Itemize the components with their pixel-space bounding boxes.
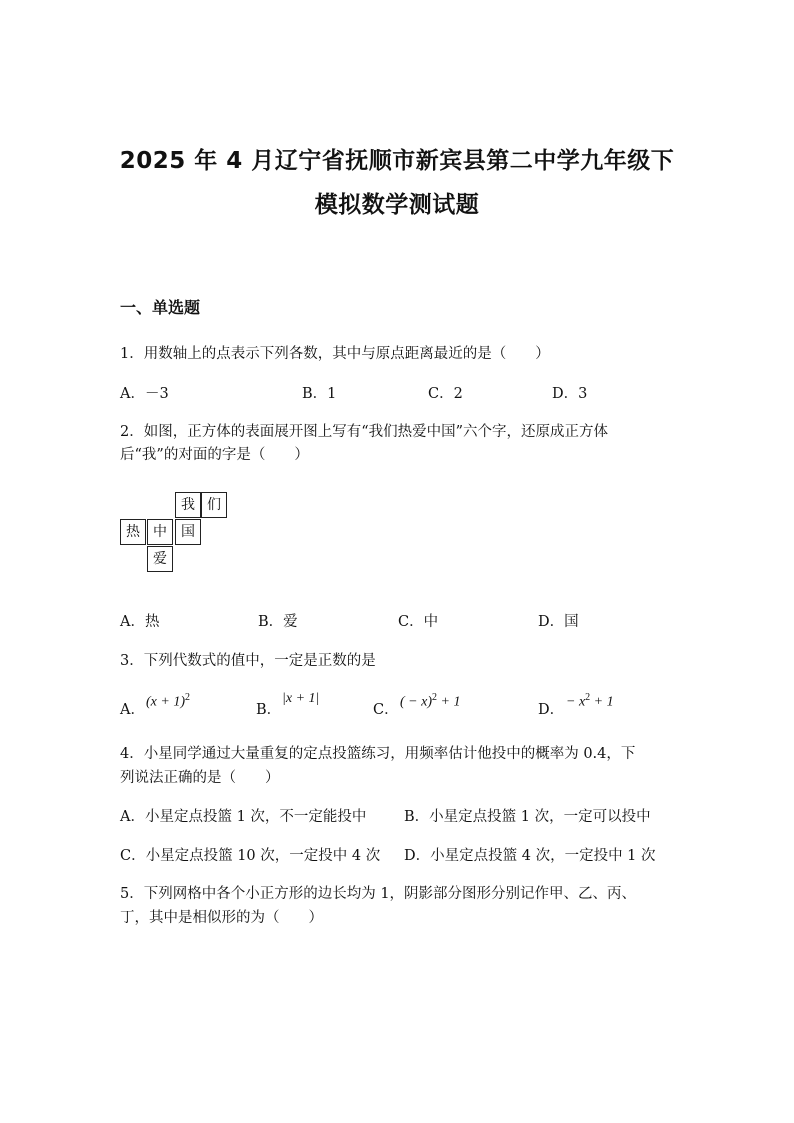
q2-option-b: B．爱 — [258, 614, 298, 630]
q3-option-d-expr — [566, 692, 614, 711]
section-heading: 一、单选题 — [120, 298, 201, 317]
question-2-line-1: 2．如图，正方体的表面展开图上写有“我们热爱中国”六个字，还原成正方体 — [120, 424, 609, 440]
q3-c-tail: + 1 — [437, 694, 461, 710]
net-cell-ai: 爱 — [147, 546, 173, 572]
net-cell-guo: 国 — [175, 519, 201, 545]
net-cell-zhong: 中 — [147, 519, 173, 545]
q3-option-b-expr: |x + 1| — [282, 691, 320, 706]
q3-option-a-label: A． — [120, 702, 145, 718]
q2-option-a: A．热 — [120, 614, 160, 630]
q3-d-base: − x — [566, 694, 586, 710]
net-cell-wo: 我 — [175, 492, 201, 518]
q4-option-c: C．小星定点投篮 10 次，一定投中 4 次 — [120, 848, 381, 864]
q4-option-d: D．小星定点投篮 4 次，一定投中 1 次 — [404, 848, 656, 864]
q3-a-exponent: 2 — [185, 692, 190, 703]
page-title-line-2: 模拟数学测试题 — [314, 192, 480, 218]
q2-option-d: D．国 — [538, 614, 579, 630]
q3-c-base: ( − x) — [400, 694, 432, 710]
net-cell-men: 们 — [201, 492, 227, 518]
cube-net-figure — [120, 492, 230, 574]
q3-option-c-label: C． — [373, 702, 399, 718]
question-3-text: 3．下列代数式的值中，一定是正数的是 — [120, 653, 376, 669]
q3-option-a-expr — [146, 692, 190, 711]
question-2-line-2: 后“我”的对面的字是（ ） — [120, 447, 309, 463]
q1-option-c: C．2 — [428, 386, 463, 402]
q3-d-tail: + 1 — [590, 694, 614, 710]
q3-option-c-expr — [400, 692, 460, 711]
q1-option-a: A．－3 — [120, 386, 169, 402]
q1-option-b: B．1 — [302, 386, 337, 402]
q4-option-b: B．小星定点投篮 1 次，一定可以投中 — [404, 809, 651, 825]
q1-option-d: D．3 — [552, 386, 588, 402]
question-4-line-2: 列说法正确的是（ ） — [120, 770, 280, 786]
q4-option-a: A．小星定点投篮 1 次，不一定能投中 — [120, 809, 367, 825]
question-1-text: 1．用数轴上的点表示下列各数，其中与原点距离最近的是（ ） — [120, 346, 550, 362]
q3-d-exponent: 2 — [585, 692, 591, 703]
page-title-line-1: 2025 年 4 月辽宁省抚顺市新宾县第二中学九年级下 — [119, 148, 675, 174]
question-5-line-1: 5．下列网格中各个小正方形的边长均为 1，阴影部分图形分别记作甲、乙、丙、 — [120, 886, 637, 902]
q3-c-exponent: 2 — [432, 692, 437, 703]
q2-option-c: C．中 — [398, 614, 439, 630]
q3-option-d-label: D． — [538, 702, 565, 718]
q3-option-b-label: B． — [256, 702, 282, 718]
q3-a-base: (x + 1) — [146, 694, 185, 710]
net-cell-re: 热 — [120, 519, 146, 545]
question-4-line-1: 4．小星同学通过大量重复的定点投篮练习，用频率估计他投中的概率为 0.4，下 — [120, 746, 636, 762]
question-5-line-2: 丁，其中是相似形的为（ ） — [120, 910, 323, 926]
